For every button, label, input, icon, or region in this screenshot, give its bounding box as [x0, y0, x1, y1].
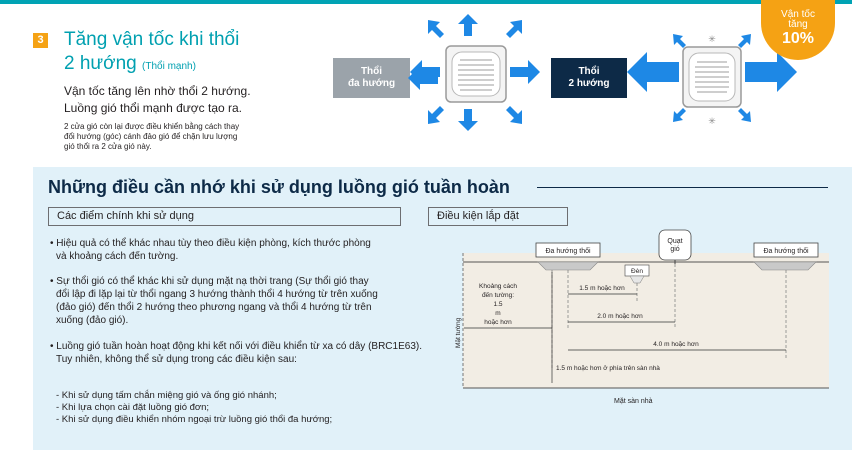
condition-2: - Khi lựa chọn cài đặt luồng gió đơn;	[56, 402, 210, 413]
blocked-bottom-icon: ✳	[708, 116, 716, 126]
wall-distance-line1: Khoảng cách	[479, 283, 517, 290]
bullet-1-line1: • Hiệu quả có thể khác nhau tùy theo điều kiện phòng, kích thước phòng	[50, 238, 371, 249]
bullet-3-line2: Tuy nhiên, không thể sử dụng trong các điều kiện sau:	[56, 354, 297, 365]
install-diagram	[448, 228, 838, 398]
section-note-line3: gió thổi ra 2 cửa gió này.	[64, 142, 152, 151]
unit-right-icon	[754, 262, 816, 270]
label-two-line1: Thổi	[578, 66, 600, 77]
remember-title: Những điều cần nhớ khi sử dụng luồng gió tuần hoàn	[48, 177, 510, 197]
lamp-label: Đèn	[631, 268, 643, 275]
section-title-line1: Tăng vận tốc khi thổi	[64, 29, 240, 50]
dist-2-label: 2.0 m hoặc hơn	[597, 313, 643, 320]
section-number-badge: 3	[33, 33, 48, 48]
blocked-top-icon: ✳	[708, 34, 716, 44]
arrow-upright-small-icon	[738, 34, 751, 48]
arrow-down-icon	[458, 109, 478, 131]
bullet-2-line2: đổi lập đi lặp lại từ thổi ngang 3 hướng thành thổi 4 hướng từ trên xuống	[56, 289, 378, 300]
section-body-line1: Vận tốc tăng lên nhờ thổi 2 hướng.	[64, 84, 251, 98]
section-title-line2	[64, 52, 239, 79]
section-title-sub: (Thổi mạnh)	[142, 61, 196, 72]
cassette-unit-icon-2	[683, 47, 741, 107]
wall-distance-line2: đến tường:	[481, 292, 515, 299]
arrow-up-icon	[458, 14, 478, 36]
bullet-1-line2: và khoảng cách đến tường.	[56, 251, 179, 262]
arrow-upleft-icon	[428, 20, 444, 38]
label-arrows	[400, 58, 560, 98]
bullet-3	[50, 340, 430, 366]
label-multi-direction	[333, 58, 410, 98]
bullet-2-line1: • Sự thổi gió có thể khác khi sử dụng mặt nạ thời trang (Sự thổi gió thay	[50, 276, 369, 287]
bullet-3-line1: • Luồng gió tuần hoàn hoạt động khi kết nối với điều khiển từ xa có dây (BRC1E63).	[50, 341, 422, 352]
arrow-downright-icon	[506, 106, 522, 124]
top-accent-line	[0, 0, 852, 4]
install-conditions-header: Điều kiện lắp đặt	[428, 207, 568, 226]
section-body-line2: Luồng gió thổi mạnh được tạo ra.	[64, 101, 243, 115]
arrow-upleft-small-icon	[673, 34, 686, 48]
unit-right-label: Đa hướng thổi	[763, 248, 809, 255]
title-rule	[537, 187, 828, 188]
section-title	[64, 28, 239, 79]
section-note	[64, 122, 294, 152]
badge-line1: Vận tốc	[781, 9, 815, 20]
arrow-downleft-small-icon	[673, 108, 686, 122]
badge-line2: tăng	[788, 19, 808, 30]
label-two-line2: 2 hướng	[568, 78, 610, 89]
fan-box	[659, 230, 691, 260]
dist-1-label: 1.5 m hoặc hơn	[579, 285, 625, 292]
lamp-icon	[630, 276, 644, 283]
fan-label-line1: Quạt	[667, 238, 683, 245]
wall-distance-line3: 1.5	[493, 301, 503, 308]
dist-3-label: 4.0 m hoặc hơn	[653, 341, 699, 348]
bullet-2	[50, 275, 400, 327]
arrow-downleft-icon	[428, 106, 444, 124]
section-title-line2-main: 2 hướng	[64, 53, 137, 74]
condition-1: - Khi sử dụng tấm chắn miệng gió và ống gió nhánh;	[56, 390, 277, 401]
label-multi-line1: Thổi	[360, 66, 383, 77]
unit-left-label: Đa hướng thổi	[545, 248, 591, 255]
bullet-2-line4: xuống (đảo gió).	[56, 315, 129, 326]
label-multi-line2: đa hướng	[347, 78, 396, 89]
unit-left-icon	[538, 262, 598, 270]
label-two-direction	[551, 58, 627, 98]
section-note-line2: đổi hướng (góc) cánh đảo gió để chặn lưu lượng	[64, 132, 238, 141]
arrow-left-strong-icon	[627, 52, 679, 92]
wall-distance-line4: m	[495, 310, 501, 317]
section-note-line1: 2 cửa gió còn lại được điều khiển bằng cách thay	[64, 122, 240, 131]
arrow-left-near-multi-icon	[408, 66, 438, 90]
bullet-1	[50, 237, 400, 263]
condition-3: - Khi sử dụng điều khiển nhóm ngoại trừ luồng gió thổi đa hướng;	[56, 414, 333, 425]
floor-label: Mặt sàn nhà	[614, 398, 653, 405]
arrow-upright-icon	[506, 20, 522, 38]
section-body	[64, 83, 251, 117]
arrow-downright-small-icon	[738, 108, 751, 122]
key-points-header: Các điểm chính khi sử dụng	[48, 207, 401, 226]
wall-distance-line5: hoặc hơn	[484, 319, 512, 326]
badge-percent: 10%	[781, 30, 815, 47]
fan-label-line2: gió	[670, 246, 680, 253]
bullet-2-line3: (đảo gió) đến thổi 2 hướng theo phương ngang và thổi 4 hướng từ trên	[56, 302, 372, 313]
wall-side-label: Mặt tường	[455, 317, 462, 348]
dist-4-label: 1.5 m hoặc hơn ở phía trên sàn nhà	[556, 365, 660, 372]
